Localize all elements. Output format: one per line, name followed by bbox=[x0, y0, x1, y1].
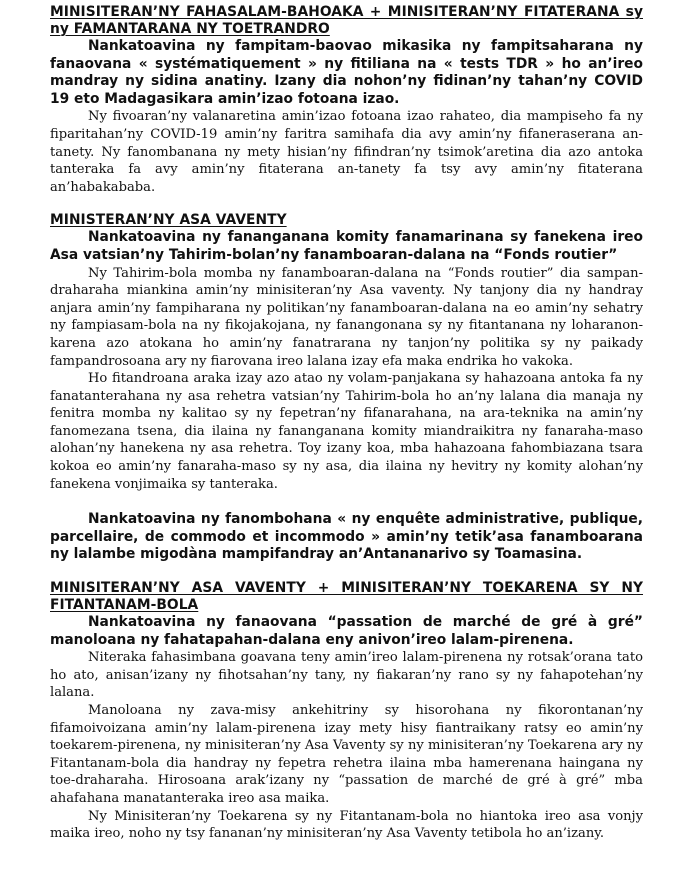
paragraph-spacer bbox=[50, 493, 643, 511]
section-public-works-economy bbox=[50, 580, 643, 843]
body-paragraph: Manoloana ny zava-misy ankehitriny sy hisorohana ny fikorontanan’ny fifamoivoizana amin’ny lalam-pirenena izay mety hisy fiantraikany ratsy eo amin’ny toekarem-pirenena, ny minisiteran’ny Asa Vaventy sy ny minisiteran’ny Toekarena ary ny Fitantanam-bola dia handray ny fepetra rehetra ilaina mba hamerenana haingana ny toe-draharaha. Hirosoana arak’izany ny “passation de marché de gré à gré” mba ahafahana manatanteraka ireo asa maika. bbox=[50, 703, 643, 806]
decision-lead: Nankatoavina ny fanombohana « ny enquête administrative, publique, parcellaire, de commodo et incommodo » amin’ny tetik’asa fanamboarana ny lalambe migodàna mampifandray an’Antananarivo sy Toamasina. bbox=[50, 511, 643, 563]
decision-lead: Nankatoavina ny fanaovana “passation de marché de gré à gré” manoloana ny fahatapahan-dalana eny anivon’ireo lalam-pirenena. bbox=[50, 614, 643, 648]
section-spacer bbox=[50, 196, 643, 212]
body-paragraph: Ny Tahirim-bola momba ny fanamboaran-dalana na “Fonds routier” dia sampan-draharaha miankina amin’ny minisiteran’ny Asa vaventy. Ny tanjony dia ny handray anjara amin’ny fampiharana ny politikan’ny fanamboaran-dalana na eo amin’ny sehatry ny fampiasam-bola na ny fikojakojana, ny fanangonana sy ny fitantanana ny loharanon-karena azo atokana ho amin’ny fanatrarana ny tanjon’ny politika sy ny paikady fampandrosoana ary ny fiarovana ireo lalana izay efa maka endrika ho vakoka. bbox=[50, 265, 643, 369]
section-spacer bbox=[50, 564, 643, 580]
body-paragraph: Ny fivoaran’ny valanaretina amin’izao fotoana izao rahateo, dia mampiseho fa ny fiparitahan’ny COVID-19 amin’ny faritra samihafa dia avy amin’ny fifaneraserana an-tanety. Ny fanombanana ny mety hisian’ny fifindran’ny tsimok’aretina dia azo antoka tanteraka fa avy amin’ny fitaterana an-tanety fa tsy avy amin’ny fitaterana an’habakababa. bbox=[50, 109, 643, 195]
decision-lead: Nankatoavina ny fampitam-baovao mikasika ny fampitsaharana ny fanaovana « systématiquement » ny fitiliana na « tests TDR » ho an’ireo mandray ny sidina anatiny. Izany dia nohon’ny fidinan’ny tahan’ny COVID 19 eto Madagasikara amin’izao fotoana izao. bbox=[50, 38, 643, 107]
body-paragraph: Ny Minisiteran’ny Toekarena sy ny Fitantanam-bola no hiantoka ireo asa vonjy maika ireo, noho ny tsy fananan’ny minisiteran’ny Asa Vaventy tetibola ho an’izany. bbox=[50, 808, 643, 842]
decision-lead: Nankatoavina ny fananganana komity fanamarinana sy fanekena ireo Asa vatsian’ny Tahirim-bolan’ny fanamboaran-dalana na “Fonds routier” bbox=[50, 229, 643, 263]
section-public-works bbox=[50, 212, 643, 564]
section-heading: MINISITERAN’NY FAHASALAM-BAHOAKA + MINISITERAN’NY FITATERANA sy ny FAMANTARANA NY TOETRANDRO bbox=[50, 4, 643, 37]
section-heading: MINISTERAN’NY ASA VAVENTY bbox=[50, 212, 287, 229]
body-paragraph: Ho fitandroana araka izay azo atao ny volam-panjakana sy hahazoana antoka fa ny fanatanterahana ny asa rehetra vatsian’ny Tahirim-bola ho an’ny lalana dia manaja ny fenitra momba ny kalitao sy ny fepetran’ny fifanarahana, na ara-teknika na amin’ny fanomezana tsena, dia ilaina ny fananganana komity miandraikitra ny fanaraha-maso alohan’ny hanekena ny asa rehetra. Toy izany koa, mba hahazoana fahombiazana tsara kokoa eo amin’ny fanaraha-maso sy ny asa, dia ilaina ny hevitry ny komity alohan’ny fanekena vonjimaika sy tanteraka. bbox=[50, 371, 643, 492]
section-health-transport bbox=[50, 4, 643, 196]
section-heading: MINISITERAN’NY ASA VAVENTY + MINISITERAN’NY TOEKARENA SY NY FITANTANAM-BOLA bbox=[50, 580, 643, 614]
body-paragraph: Niteraka fahasimbana goavana teny amin’ireo lalam-pirenena ny rotsak’orana tato ho ato, anisan’izany ny fihotsahan’ny tany, ny fiakaran’ny rano sy ny fahapotehan’ny lalana. bbox=[50, 650, 643, 701]
